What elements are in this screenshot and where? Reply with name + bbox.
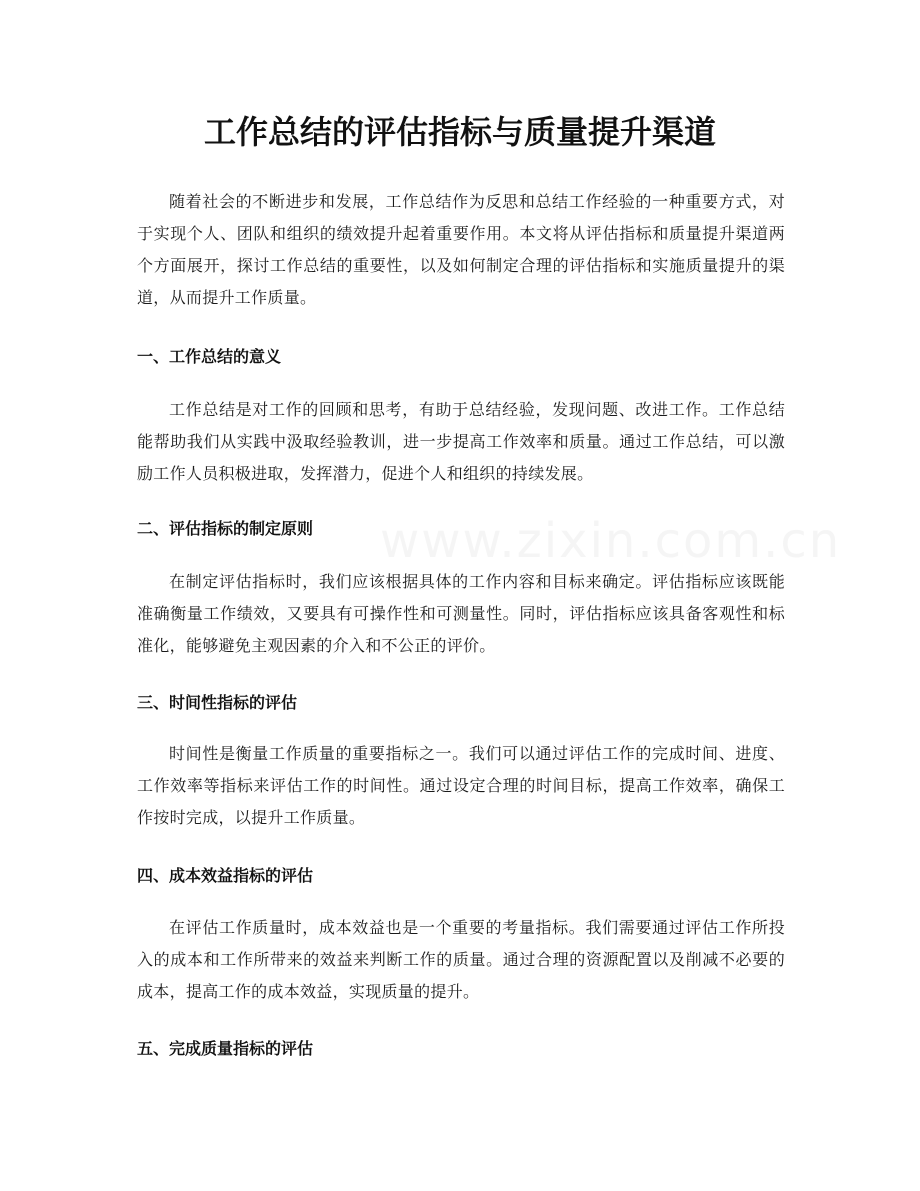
intro-paragraph: 随着社会的不断进步和发展，工作总结作为反思和总结工作经验的一种重要方式，对于实现个人、团队和组织的绩效提升起着重要作用。本文将从评估指标和质量提升渠道两个方面展开，探讨工作总结的重要性，以及如何制定合理的评估指标和实施质量提升的渠道，从而提升工作质量。 bbox=[137, 192, 785, 307]
section-body-1: 工作总结是对工作的回顾和思考，有助于总结经验，发现问题、改进工作。工作总结能帮助我们从实践中汲取经验教训，进一步提高工作效率和质量。通过工作总结，可以激励工作人员积极进取，发挥潜力，促进个人和组织的持续发展。 bbox=[137, 400, 785, 483]
section-heading-5: 五、完成质量指标的评估 bbox=[137, 1039, 314, 1058]
section-body-4: 在评估工作质量时，成本效益也是一个重要的考量指标。我们需要通过评估工作所投入的成本和工作所带来的效益来判断工作的质量。通过合理的资源配置以及削减不必要的成本，提高工作的成本效益，实现质量的提升。 bbox=[137, 918, 785, 1001]
watermark-text: www.zixin.com.cn bbox=[380, 513, 842, 569]
section-heading-4: 四、成本效益指标的评估 bbox=[137, 866, 314, 885]
document-title: 工作总结的评估指标与质量提升渠道 bbox=[203, 113, 716, 151]
section-body-2: 在制定评估指标时，我们应该根据具体的工作内容和目标来确定。评估指标应该既能准确衡量工作绩效，又要具有可操作性和可测量性。同时，评估指标应该具备客观性和标准化，能够避免主观因素的介入和不公正的评价。 bbox=[137, 572, 785, 655]
section-heading-1: 一、工作总结的意义 bbox=[137, 347, 282, 366]
section-body-3: 时间性是衡量工作质量的重要指标之一。我们可以通过评估工作的完成时间、进度、工作效率等指标来评估工作的时间性。通过设定合理的时间目标，提高工作效率，确保工作按时完成，以提升工作质量。 bbox=[137, 744, 785, 827]
section-heading-2: 二、评估指标的制定原则 bbox=[137, 519, 314, 538]
section-heading-3: 三、时间性指标的评估 bbox=[137, 693, 298, 712]
